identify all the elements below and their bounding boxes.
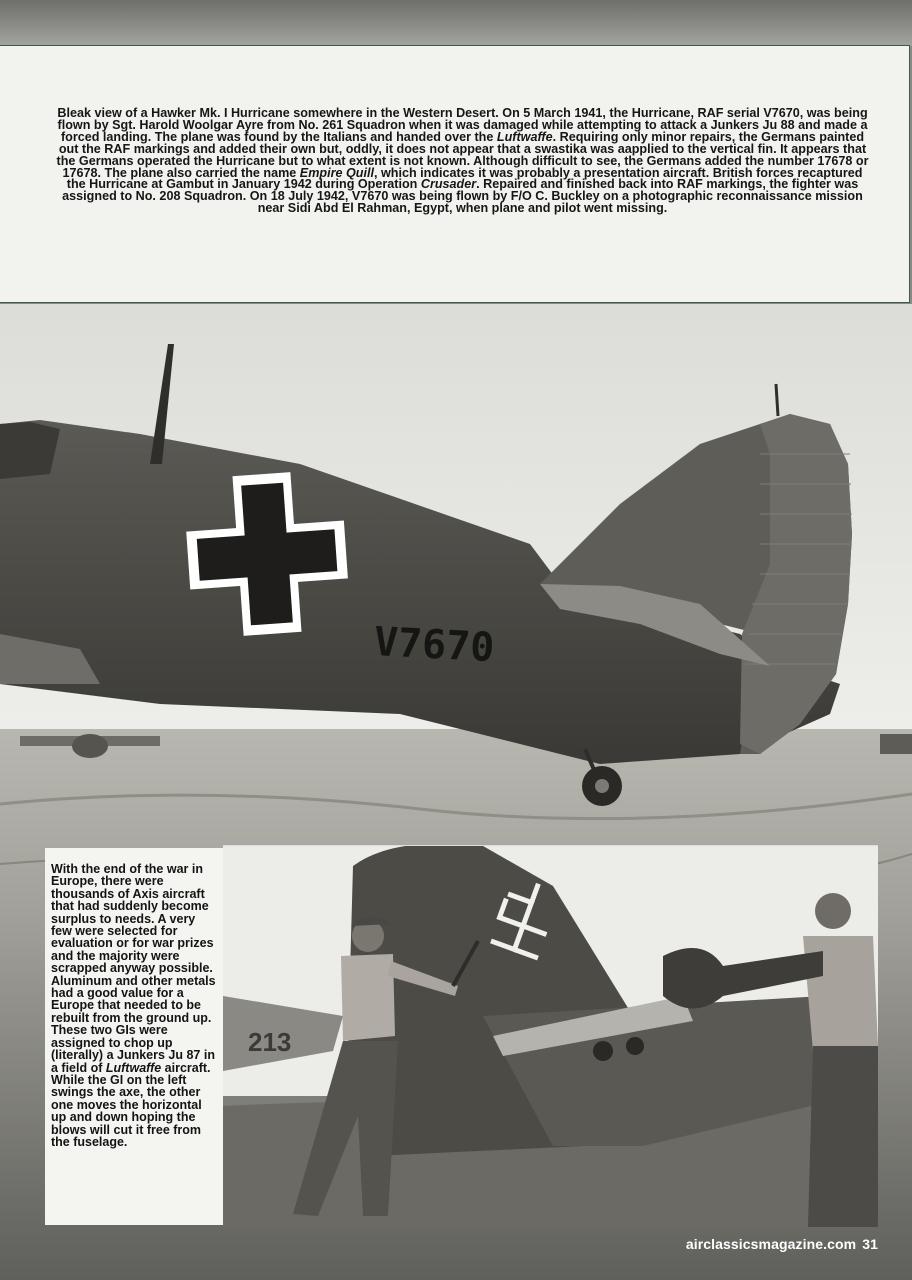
ju87-scrapping-photo (223, 845, 878, 1227)
magazine-website: airclassicsmagazine.com (685, 1236, 857, 1252)
side-caption-text: With the end of the war in Europe, there were thousands of Axis aircraft that had suddenly become surplus to needs. A very few were selected for evaluation or for war prizes and the majority were scrapped anyway possible. Aluminum and other metals had a good value for a Europe that needed to be rebuilt from the ground up. These two GIs were assigned to chop up (literally) a Junkers Ju 87 in a field of Luftwaffe aircraft. While the GI on the left swings the axe, the other one moves the horizontal up and down hoping the blows will cut it free from the fuselage. (51, 862, 216, 1149)
background-photo-top (0, 0, 912, 46)
top-caption-box (0, 45, 910, 303)
serial-marking: V7670 (372, 619, 496, 672)
fuselage-number: 213 (248, 1027, 292, 1057)
side-caption-box (45, 848, 223, 1225)
page-footer (686, 1236, 878, 1252)
top-caption-text: Bleak view of a Hawker Mk. I Hurricane somewhere in the Western Desert. On 5 March 1941, the Hurricane, RAF serial V7670, was being flown by Sgt. Harold Woolgar Ayre from No. 261 Squadron when it was damaged while attempting to attack a Junkers Ju 88 and made a forced landing. The plane was found by the Italians and handed over the Luftwaffe. Requiring only minor repairs, the Germans painted out the RAF markings and added their own but, oddly, it does not appear that a swastika was aapplied to the vertical fin. It appears that the Germans operated the Hurricane but to what extent is not known. Although difficult to see, the Germans added the number 17678 or 17678. The plane also carried the name Empire Quill, which indicates it was probably a presentation aircraft. British forces recaptured the Hurricane at Gambut in January 1942 during Operation Crusader. Repaired and finished back into RAF markings, the fighter was assigned to No. 208 Squadron. On 18 July 1942, V7670 was being flown by F/O C. Buckley on a photographic reconnaissance mission near Sidi Abd El Rahman, Egypt, when plane and pilot went missing. (56, 106, 869, 216)
page-number: 31 (862, 1236, 878, 1252)
